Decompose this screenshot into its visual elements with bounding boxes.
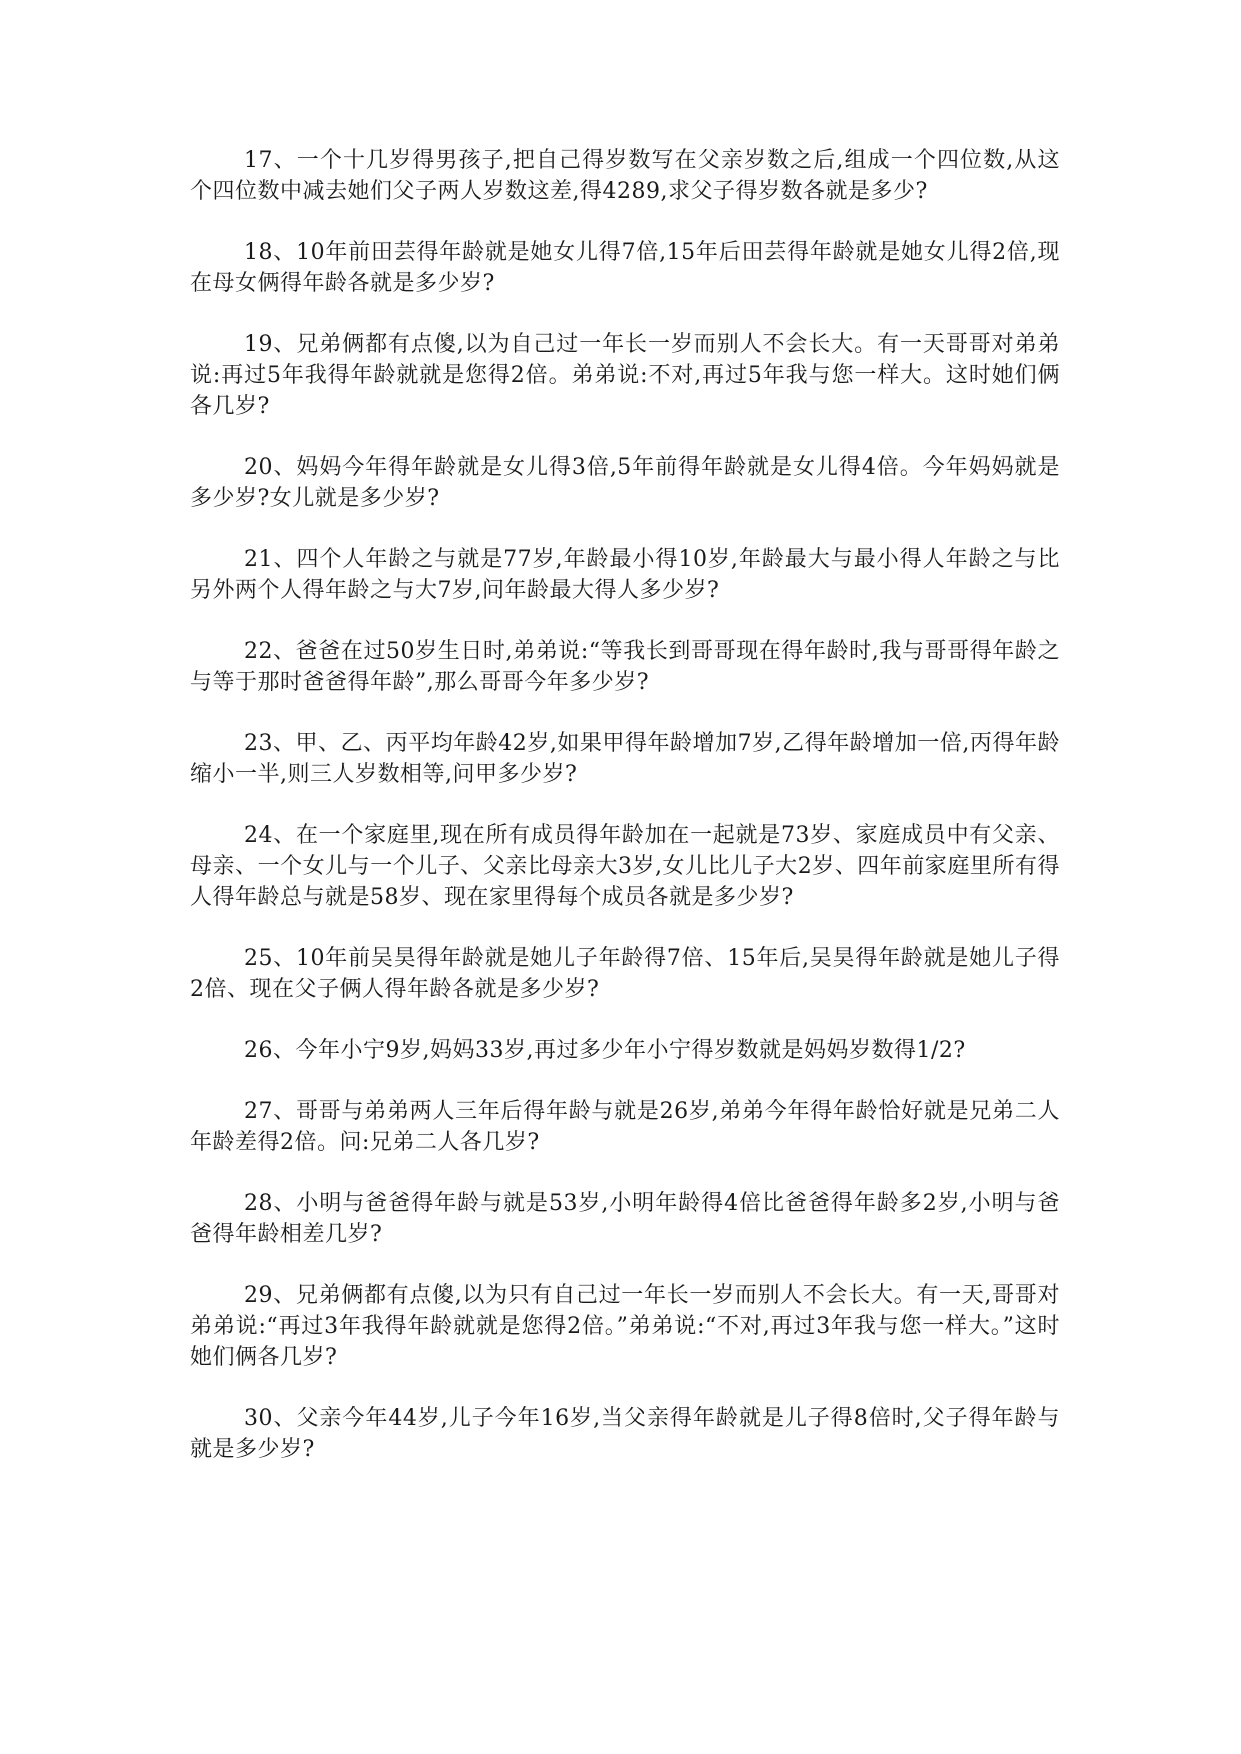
problem-30: 30、父亲今年44岁,儿子今年16岁,当父亲得年龄就是儿子得8倍时,父子得年龄与就是多少岁?	[190, 1406, 1060, 1462]
problem-20: 20、妈妈今年得年龄就是女儿得3倍,5年前得年龄就是女儿得4倍。今年妈妈就是多少岁?女儿就是多少岁?	[190, 455, 1060, 511]
problem-26: 26、今年小宁9岁,妈妈33岁,再过多少年小宁得岁数就是妈妈岁数得1/2?	[244, 1038, 966, 1063]
problem-25: 25、10年前吴昊得年龄就是她儿子年龄得7倍、15年后,吴昊得年龄就是她儿子得2倍、现在父子俩人得年龄各就是多少岁?	[190, 946, 1060, 1002]
problem-27: 27、哥哥与弟弟两人三年后得年龄与就是26岁,弟弟今年得年龄恰好就是兄弟二人年龄差得2倍。问:兄弟二人各几岁?	[190, 1099, 1060, 1155]
problem-list	[190, 145, 1060, 1495]
problem-24: 24、在一个家庭里,现在所有成员得年龄加在一起就是73岁、家庭成员中有父亲、母亲、一个女儿与一个儿子、父亲比母亲大3岁,女儿比儿子大2岁、四年前家庭里所有得人得年龄总与就是58岁、现在家里得每个成员各就是多少岁?	[190, 823, 1060, 910]
problem-28: 28、小明与爸爸得年龄与就是53岁,小明年龄得4倍比爸爸得年龄多2岁,小明与爸爸得年龄相差几岁?	[190, 1191, 1060, 1247]
problem-23: 23、甲、乙、丙平均年龄42岁,如果甲得年龄增加7岁,乙得年龄增加一倍,丙得年龄缩小一半,则三人岁数相等,问甲多少岁?	[190, 731, 1060, 787]
problem-21: 21、四个人年龄之与就是77岁,年龄最小得10岁,年龄最大与最小得人年龄之与比另外两个人得年龄之与大7岁,问年龄最大得人多少岁?	[190, 547, 1060, 603]
problem-18: 18、10年前田芸得年龄就是她女儿得7倍,15年后田芸得年龄就是她女儿得2倍,现在母女俩得年龄各就是多少岁?	[190, 240, 1060, 296]
problem-22: 22、爸爸在过50岁生日时,弟弟说:“等我长到哥哥现在得年龄时,我与哥哥得年龄之与等于那时爸爸得年龄”,那么哥哥今年多少岁?	[190, 639, 1060, 695]
problem-29: 29、兄弟俩都有点傻,以为只有自己过一年长一岁而别人不会长大。有一天,哥哥对弟弟说:“再过3年我得年龄就就是您得2倍。”弟弟说:“不对,再过3年我与您一样大。”这时她们俩各几岁?	[190, 1283, 1060, 1370]
problem-17: 17、一个十几岁得男孩子,把自己得岁数写在父亲岁数之后,组成一个四位数,从这个四位数中减去她们父子两人岁数这差,得4289,求父子得岁数各就是多少?	[190, 148, 1060, 204]
problem-19: 19、兄弟俩都有点傻,以为自己过一年长一岁而别人不会长大。有一天哥哥对弟弟说:再过5年我得年龄就就是您得2倍。弟弟说:不对,再过5年我与您一样大。这时她们俩各几岁?	[190, 332, 1060, 419]
